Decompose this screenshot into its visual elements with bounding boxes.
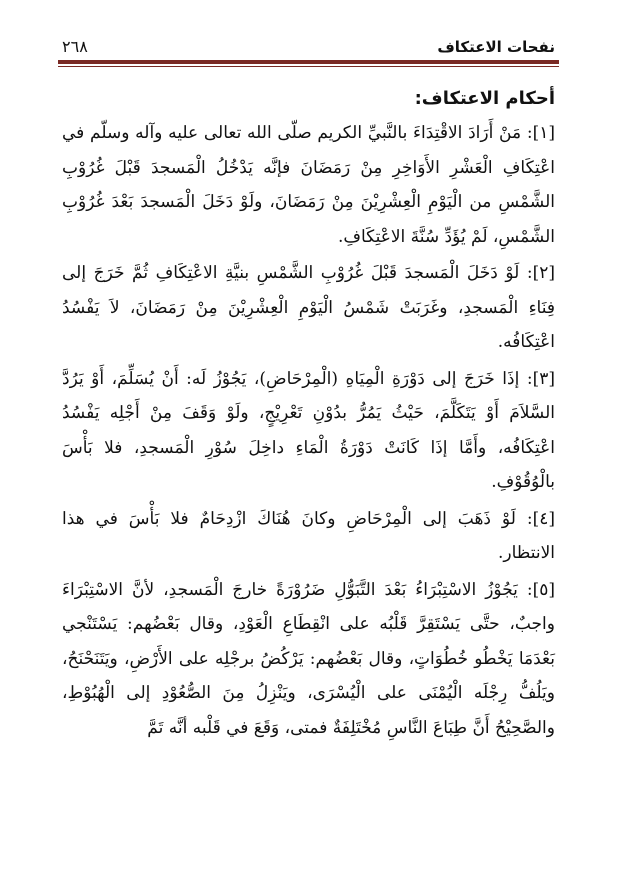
paragraph-3 [62,360,555,500]
header-rule-thin [58,66,559,67]
paragraph-number: [٣]: [526,368,555,389]
section-heading: أحكام الاعتكاف: [414,88,555,109]
running-head [62,30,555,56]
paragraph-text: يَجُوْزُ الاسْتِبْرَاءُ بَعْدَ التَّبَوُّلِ ضَرُوْرَةً خارجَ الْمَسجدِ، لأنَّ الاسْتِبْرَاءَ واجبٌ، حتَّى يَسْتَقِرَّ قَلْبُه على انْقِطَاعِ الْعَوْدِ، وقال بَعْضُهم: يَسْتَنْجي بَعْدَمَا يَخْطُو خُطُوَاتٍ، وقال بَعْضُهم: يَرْكُضُ برجْلِه على الأَرْضِ، ويَتَنَحْنَحُ، ويَلُفُّ رِجْلَه الْيُمْنَى على الْيُسْرَى، ويَنْزِلُ مِنَ الصُّعُوْدِ إلى الْهُبُوْطِ، والصَّحِيْحُ أَنَّ طِبَاعَ النَّاسِ مُخْتَلِفَةٌ فمتى، وَقَعَ في قَلْبه أنَّه تَمَّ [62,579,555,738]
page-number: ٢٦٨ [62,37,88,56]
paragraph-1 [62,114,555,254]
page-content [62,84,555,745]
paragraph-text: لَوْ دَخَلَ الْمَسجدَ قَبْلَ غُرُوْبِ الشَّمْسِ بنيَّةِ الاعْتِكَافِ ثُمَّ خَرَجَ إلى فِنَاءِ الْمَسجدِ، وغَرَبَتْ شَمْسُ الْيَوْمِ الْعِشْرِيْنَ مِنْ رَمَضَانَ، لاَ يَفْسُدُ اعْتِكَافُه. [62,263,555,352]
paragraph-number: [٢]: [526,263,555,283]
paragraph-2 [62,254,555,360]
paragraph-4 [62,500,555,571]
header-rule-thick [58,60,559,64]
paragraph-number: [٥]: [526,579,556,600]
paragraph-text: لَوْ ذَهَبَ إلى الْمِرْحَاضِ وكانَ هُنَاكَ ازْدِحَامٌ فلا بَأْسَ في هذا الانتظار. [62,508,555,563]
paragraph-5 [62,571,555,746]
paragraph-number: [٤]: [526,508,555,529]
paragraph-text: مَنْ أَرَادَ الاقْتِدَاءَ بالنَّبيِّ الكريم صلّى الله تعالى عليه وآله وسلّم في اعْتِكَافِ الْعَشْرِ الأَوَاخِرِ مِنْ رَمَضَانَ فإنَّه يَدْخُلُ الْمَسجدَ قَبْلَ غُرُوْبِ الشَّمْسِ من الْيَوْمِ الْعِشْرِيْنَ مِنْ رَمَضَانَ، ولَوْ دَخَلَ الْمَسجدَ بَعْدَ غُرُوْبِ الشَّمْسِ، لَمْ يُؤَدِّ سُنَّةَ الاعْتِكَافِ. [62,123,555,247]
paragraph-number: [١]: [526,123,555,143]
running-title: نفحات الاعتكاف [437,38,555,56]
paragraph-text: إذَا خَرَجَ إلى دَوْرَةِ الْمِيَاهِ (الْمِرْحَاضِ)، يَجُوْزُ لَه: أَنْ يُسَلِّمَ، أَوْ يَرُدَّ السَّلاَمَ أَوْ يَتَكَلَّمَ، حَيْثُ يَمُرُّ بدُوْنِ تَعْرِيْجٍ، ولَوْ وَقَفَ مِنْ أَجْلِه يَفْسُدُ اعْتِكَافُه، وأَمَّا إذَا كَانَتْ دَوْرَةُ الْمَاءِ داخِلَ سُوْرِ الْمَسجدِ، فلا بَأْسَ بالْوُقُوْفِ. [62,368,555,492]
